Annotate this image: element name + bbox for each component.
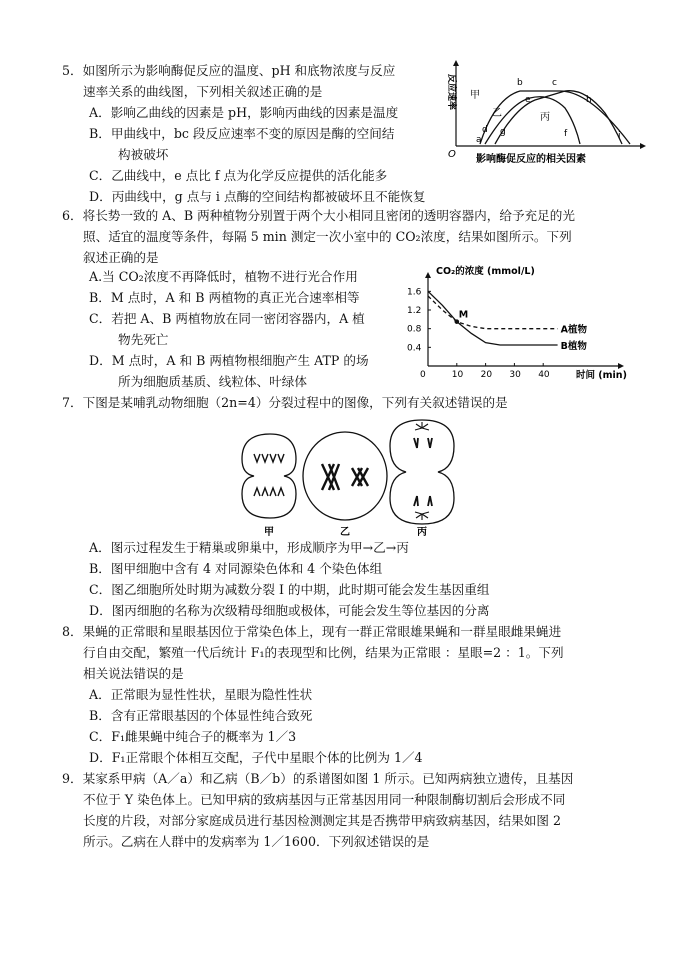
cell-bing-label: 丙 — [417, 527, 427, 538]
q5-point-b: b — [517, 78, 523, 88]
x-tick-label-10: 10 — [451, 370, 464, 380]
q6-option-c-line2: 物先死亡 — [118, 332, 169, 347]
q6-stem-line1: 6．将长势一致的 A、B 两种植物分别置于两个大小相同且密闭的透明容器内，给予充足的光 — [62, 208, 575, 223]
q6-chart-xlabel: 时间 (min) — [576, 370, 627, 381]
q5-option-c: C．乙曲线中，e 点比 f 点为化学反应提供的活化能多 — [89, 168, 388, 183]
q9-stem-line3: 长度的片段，对部分家庭成员进行基因检测测定其是否携带甲病致病基因，结果如图 2 — [83, 813, 561, 828]
q5-chart-ylabel: 反应速率 — [446, 74, 456, 111]
q9-stem-line1: 9．某家系甲病（A／a）和乙病（B／b）的系谱图如图 1 所示。已知两病独立遗传，且基因 — [62, 771, 574, 786]
q6-co2-chart — [402, 262, 632, 384]
y-tick-label-0.8: 0.8 — [407, 324, 422, 335]
marker-m-label: M — [458, 309, 469, 321]
series-line-0 — [428, 296, 558, 329]
q6-option-c-line1: C．若把 A、B 两植物放在同一密闭容器内，A 植 — [89, 311, 365, 326]
q7-stem: 7．下图是某哺乳动物细胞（2n=4）分裂过程中的图像，下列有关叙述错误的是 — [62, 395, 508, 410]
q8-stem-line1: 8．果蝇的正常眼和星眼基因位于常染色体上，现有一群正常眼雄果蝇和一群星眼雌果蝇进 — [62, 624, 562, 639]
q6-stem-line2: 照、适宜的温度等条件，每隔 5 min 测定一次小室中的 CO₂浓度，结果如图所示。下列 — [83, 229, 572, 244]
series-label-1: B植物 — [560, 341, 587, 352]
q6-chart-series — [428, 291, 587, 352]
chart-origin-label: 0 — [420, 370, 426, 380]
q9-stem-line4: 所示。乙病在人群中的发病率为 1／1600．下列叙述错误的是 — [83, 834, 430, 849]
q7-cell-figures — [230, 414, 460, 538]
y-tick-label-0.4: 0.4 — [407, 343, 422, 354]
q8-option-c: C．F₁雌果蝇中纯合子的概率为 1／3 — [89, 729, 297, 744]
q5-option-b-line1: B．甲曲线中，bc 段反应速率不变的原因是酶的空间结 — [89, 126, 395, 141]
x-tick-label-20: 20 — [480, 370, 493, 380]
series-line-1 — [428, 291, 558, 345]
q5-option-b-line2: 构被破坏 — [118, 147, 169, 162]
q5-stem-line1: 5．如图所示为影响酶促反应的温度、pH 和底物浓度与反应 — [62, 63, 396, 78]
series-label-0: A植物 — [560, 324, 587, 336]
q6-option-d-line2: 所为细胞质基质、线粒体、叶绿体 — [118, 374, 307, 389]
q7-option-d: D．图丙细胞的名称为次级精母细胞或极体，可能会发生等位基因的分离 — [89, 603, 490, 618]
q5-curve-bing-label: 丙 — [540, 112, 550, 123]
q5-point-a: a — [476, 135, 482, 145]
cell-yi-label: 乙 — [340, 527, 350, 538]
q5-point-c: c — [552, 78, 557, 88]
q5-chart-origin: O — [448, 149, 456, 160]
q7-option-a: A．图示过程发生于精巢或卵巢中，形成顺序为甲→乙→丙 — [89, 540, 409, 555]
q5-point-h: h — [586, 95, 592, 105]
cell-yi — [303, 432, 387, 538]
y-axis-arrow — [425, 272, 431, 278]
q6-option-d-line1: D．M 点时，A 和 B 两植物根细胞产生 ATP 的场 — [89, 353, 369, 368]
q8-stem-line3: 相关说法错误的是 — [83, 666, 184, 681]
q7-option-c: C．图乙细胞所处时期为减数分裂 I 的中期，此时期可能会发生基因重组 — [89, 582, 490, 597]
q5-point-d: d — [482, 125, 488, 135]
cell-jia-label: 甲 — [264, 527, 274, 538]
q5-point-g: g — [500, 127, 506, 137]
cell-bing — [390, 420, 454, 538]
q5-option-a: A．影响乙曲线的因素是 pH，影响丙曲线的因素是温度 — [89, 105, 399, 120]
y-tick-label-1.2: 1.2 — [407, 306, 422, 316]
q5-point-i: i — [618, 131, 621, 141]
q6-chart-ylabel: CO₂的浓度 (mmol/L) — [436, 266, 535, 277]
q6-chart-axes — [407, 272, 624, 380]
q8-option-b: B．含有正常眼基因的个体显性纯合致死 — [89, 708, 313, 723]
q5-stem-line2: 速率关系的曲线图，下列相关叙述正确的是 — [83, 84, 323, 99]
q6-stem-line3: 叙述正确的是 — [83, 250, 159, 265]
x-tick-label-40: 40 — [538, 370, 550, 380]
q6-option-a: A.当 CO₂浓度不再降低时，植物不进行光合作用 — [89, 269, 358, 284]
q5-enzyme-chart — [440, 58, 650, 168]
q9-stem-line2: 不位于 Y 染色体上。已知甲病的致病基因与正常基因用同一种限制酶切割后会形成不同 — [83, 792, 566, 807]
q7-option-b: B．图甲细胞中含有 4 对同源染色体和 4 个染色体组 — [89, 561, 383, 576]
q8-stem-line2: 行自由交配，繁殖一代后统计 F₁的表现型和比例，结果为正常眼 ：星眼=2 ：1。下列 — [83, 645, 564, 660]
y-tick-label-1.6: 1.6 — [407, 287, 422, 298]
cell-jia — [242, 434, 296, 538]
x-axis-arrow — [618, 363, 624, 369]
q5-chart-xlabel: 影响酶促反应的相关因素 — [476, 154, 586, 165]
q5-curve-jia-label: 甲 — [470, 90, 480, 101]
x-tick-label-30: 30 — [509, 370, 521, 380]
q8-option-d: D．F₁正常眼个体相互交配，子代中星眼个体的比例为 1／4 — [89, 750, 423, 765]
q5-curve-yi-label: 乙 — [492, 108, 502, 119]
q6-option-b: B．M 点时，A 和 B 两植物的真正光合速率相等 — [89, 290, 360, 305]
q5-point-f: f — [564, 129, 568, 139]
q5-option-d: D．丙曲线中，g 点与 i 点酶的空间结构都被破坏且不能恢复 — [89, 189, 426, 204]
q8-option-a: A．正常眼为显性性状，星眼为隐性性状 — [89, 687, 313, 702]
q5-point-e: e — [525, 95, 531, 105]
